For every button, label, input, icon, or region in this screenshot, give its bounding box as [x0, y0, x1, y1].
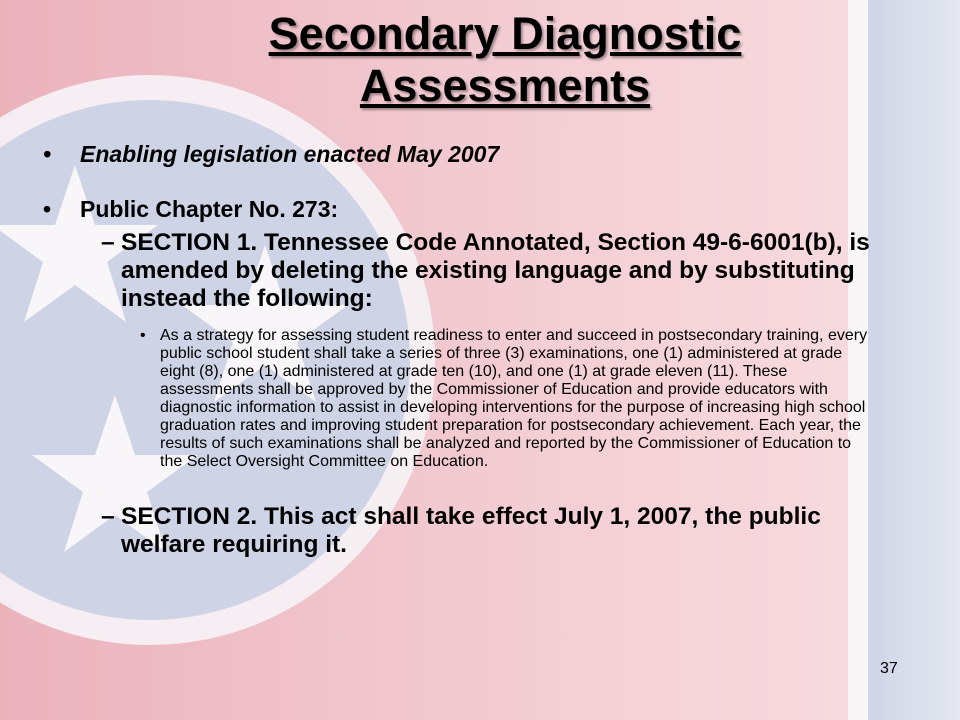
sub-bullet-statute-text: [43, 327, 873, 471]
section-text: SECTION 2. This act shall take effect July 1, 2007, the public welfare requiring it.: [121, 503, 821, 558]
bullet-enabling-legislation: [43, 140, 873, 168]
bullet-text: Public Chapter No. 273:: [80, 196, 339, 222]
bullet-marker: •: [140, 327, 146, 344]
bullet-public-chapter: [43, 195, 873, 223]
slide-title: Secondary Diagnostic Assessments: [268, 8, 742, 111]
dash-marker: –: [101, 229, 115, 256]
bullet-text: Enabling legislation enacted May 2007: [80, 141, 500, 167]
dash-marker: –: [101, 503, 115, 530]
section-text: SECTION 1. Tennessee Code Annotated, Section 49-6-6001(b), is amended by deleting the existing language and by substituting instead the following:: [121, 229, 870, 312]
page-number: 37: [880, 660, 898, 677]
slide-body: [43, 140, 873, 559]
section-1: [43, 229, 873, 313]
sub-bullet-text: As a strategy for assessing student readiness to enter and succeed in postsecondary training, every public school student shall take a series of three (3) examinations, one (1) administered at grade eight (8), one (1) administered at grade ten (10), and one (1) at grade eleven (11). These assessments shall be approved by the Commissioner of Education and provide educators with diagnostic information to assist in developing interventions for the purpose of increasing high school graduation rates and improving student preparation for postsecondary achievement. Each year, the results of such examinations shall be analyzed and reported by the Commissioner of Education to the Select Oversight Committee on Education.: [160, 327, 868, 470]
section-2: [43, 503, 873, 559]
bullet-marker: •: [43, 196, 52, 222]
bullet-marker: •: [43, 141, 52, 167]
